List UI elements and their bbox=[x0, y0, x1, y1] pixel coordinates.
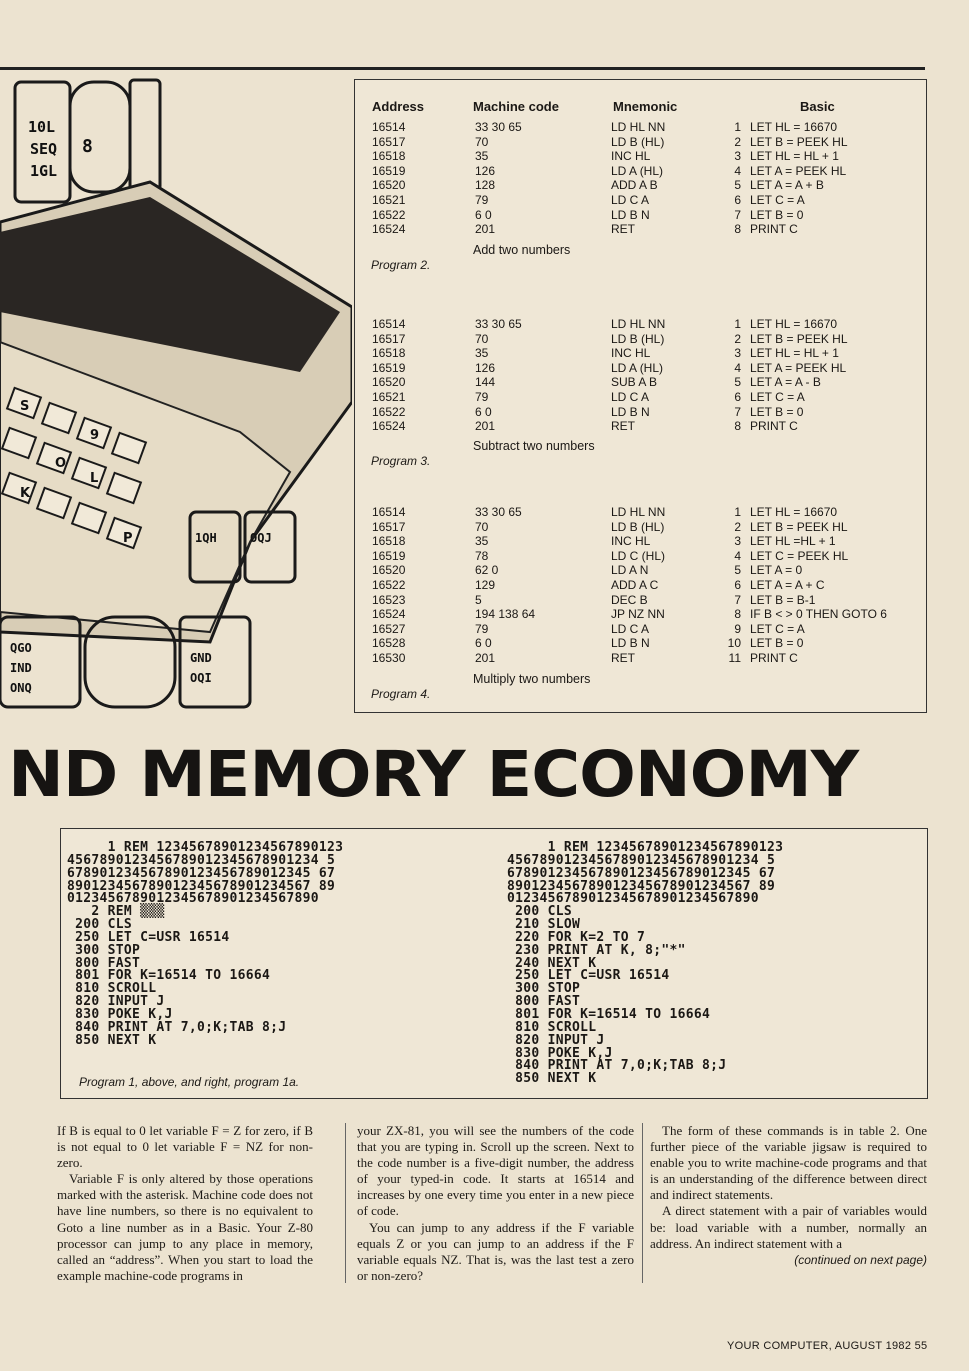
basic-cell: LET HL =HL + 1 bbox=[750, 534, 836, 549]
table-row bbox=[355, 636, 926, 651]
mnemonic-cell: LD B N bbox=[611, 207, 650, 222]
address-cell: 16527 bbox=[372, 621, 406, 636]
basic-line-number: 5 bbox=[734, 375, 741, 390]
basic-cell: LET HL = 16670 bbox=[750, 120, 838, 134]
address-cell: 16519 bbox=[372, 548, 406, 563]
basic-line-number: 1 bbox=[734, 120, 741, 134]
basic-line-number: 2 bbox=[734, 134, 741, 149]
basic-cell: LET HL = HL + 1 bbox=[750, 149, 839, 164]
machine-code-cell: 70 bbox=[475, 519, 489, 534]
paragraph: The form of these commands is in table 2. One further piece of the variable jigsaw is required to enable you to write machine-code programs and that is an understanding of the difference between direct and indirect statements. bbox=[650, 1123, 927, 1203]
machine-code-cell: 144 bbox=[475, 375, 496, 390]
address-cell: 16517 bbox=[372, 331, 406, 346]
table-row bbox=[355, 578, 926, 593]
mnemonic-cell: LD C A bbox=[611, 390, 650, 404]
basic-line-number: 1 bbox=[734, 505, 741, 519]
basic-line-number: 2 bbox=[734, 331, 741, 346]
address-cell: 16522 bbox=[372, 404, 406, 419]
machine-code-cell: 33 30 65 bbox=[475, 120, 522, 134]
table-row bbox=[355, 346, 926, 361]
mnemonic-cell: RET bbox=[611, 222, 635, 237]
header-mnemonic: Mnemonic bbox=[613, 99, 678, 114]
mnemonic-cell: LD C (HL) bbox=[611, 548, 666, 563]
table-row bbox=[355, 120, 926, 135]
address-cell: 16514 bbox=[372, 120, 406, 134]
machine-code-cell: 35 bbox=[475, 346, 489, 361]
table-row bbox=[355, 375, 926, 390]
body-column-3 bbox=[650, 1123, 927, 1268]
program-4-caption: Multiply two numbers bbox=[473, 672, 591, 686]
basic-cell: LET A = A + C bbox=[750, 578, 825, 592]
machine-code-cell: 33 30 65 bbox=[475, 317, 522, 331]
basic-cell: LET A = 0 bbox=[750, 563, 803, 578]
basic-cell: LET A = PEEK HL bbox=[750, 163, 847, 178]
program-3-label: Program 3. bbox=[371, 454, 431, 468]
svg-text:ONQ: ONQ bbox=[10, 681, 32, 695]
address-cell: 16518 bbox=[372, 534, 406, 549]
basic-cell: LET B = 0 bbox=[750, 404, 804, 419]
svg-text:9: 9 bbox=[90, 428, 100, 443]
basic-line-number: 7 bbox=[734, 207, 741, 222]
basic-cell: LET C = A bbox=[750, 193, 805, 207]
basic-line-number: 3 bbox=[734, 346, 741, 361]
program-table-box bbox=[354, 79, 927, 713]
basic-line-number: 6 bbox=[734, 193, 741, 207]
table-row bbox=[355, 549, 926, 564]
machine-code-cell: 201 bbox=[475, 222, 496, 237]
mnemonic-cell: LD HL NN bbox=[611, 317, 666, 331]
basic-cell: LET B = 0 bbox=[750, 207, 804, 222]
basic-cell: LET C = PEEK HL bbox=[750, 548, 849, 563]
basic-line-number: 5 bbox=[734, 563, 741, 578]
machine-code-cell: 79 bbox=[475, 390, 489, 404]
basic-cell: IF B < > 0 THEN GOTO 6 bbox=[750, 607, 887, 622]
table-row bbox=[355, 563, 926, 578]
basic-line-number: 9 bbox=[734, 621, 741, 636]
address-cell: 16519 bbox=[372, 163, 406, 178]
mnemonic-cell: LD B (HL) bbox=[611, 134, 665, 149]
address-cell: 16520 bbox=[372, 563, 406, 578]
basic-line-number: 7 bbox=[734, 404, 741, 419]
mnemonic-cell: SUB A B bbox=[611, 375, 658, 390]
mnemonic-cell: INC HL bbox=[611, 149, 651, 164]
address-cell: 16521 bbox=[372, 193, 406, 207]
mnemonic-cell: INC HL bbox=[611, 346, 651, 361]
svg-text:QGO: QGO bbox=[10, 641, 32, 655]
svg-text:OQJ: OQJ bbox=[250, 531, 272, 545]
address-cell: 16528 bbox=[372, 636, 406, 651]
basic-cell: PRINT C bbox=[750, 419, 798, 434]
basic-line-number: 6 bbox=[734, 578, 741, 592]
basic-line-number: 8 bbox=[734, 419, 741, 434]
program-2-caption: Add two numbers bbox=[473, 243, 571, 257]
table-row bbox=[355, 419, 926, 434]
table-row bbox=[355, 164, 926, 179]
mnemonic-cell: LD HL NN bbox=[611, 120, 666, 134]
table-row bbox=[355, 622, 926, 637]
svg-text:GND: GND bbox=[190, 651, 212, 665]
mnemonic-cell: RET bbox=[611, 651, 635, 665]
mnemonic-cell: LD A N bbox=[611, 563, 649, 578]
mnemonic-cell: LD B N bbox=[611, 404, 650, 419]
address-cell: 16517 bbox=[372, 134, 406, 149]
header-address: Address bbox=[372, 99, 425, 114]
table-row bbox=[355, 534, 926, 549]
table-row bbox=[355, 607, 926, 622]
paragraph: Variable F is only altered by those operations marked with the asterisk. Machine code does not have line numbers, so there is no equivalent to Goto a line number as in a Basic. Your Z-80 processor can jump to any place in memory, called an “address”. When you start to load the example machine-code programs in bbox=[57, 1171, 313, 1283]
basic-cell: LET HL = HL + 1 bbox=[750, 346, 839, 361]
basic-cell: LET B = PEEK HL bbox=[750, 519, 848, 534]
svg-text:10L: 10L bbox=[28, 118, 56, 136]
basic-line-number: 4 bbox=[734, 548, 741, 563]
continued-note: (continued on next page) bbox=[794, 1252, 927, 1267]
machine-code-cell: 33 30 65 bbox=[475, 505, 522, 519]
table-row bbox=[355, 651, 926, 666]
basic-cell: PRINT C bbox=[750, 651, 798, 665]
table-row bbox=[355, 361, 926, 376]
address-cell: 16514 bbox=[372, 317, 406, 331]
table-row bbox=[355, 390, 926, 405]
machine-code-cell: 126 bbox=[475, 163, 496, 178]
listing-box bbox=[60, 828, 928, 1099]
address-cell: 16524 bbox=[372, 222, 406, 237]
svg-text:SEQ: SEQ bbox=[30, 140, 58, 158]
basic-cell: LET B = 0 bbox=[750, 636, 804, 651]
basic-cell: LET A = A + B bbox=[750, 178, 824, 193]
program-2-label: Program 2. bbox=[371, 258, 431, 272]
basic-line-number: 5 bbox=[734, 178, 741, 193]
basic-line-number: 6 bbox=[734, 390, 741, 404]
table-row bbox=[355, 505, 926, 520]
table-row bbox=[355, 149, 926, 164]
table-row bbox=[355, 193, 926, 208]
machine-code-cell: 79 bbox=[475, 621, 489, 636]
svg-text:IND: IND bbox=[10, 661, 32, 675]
header-basic: Basic bbox=[800, 99, 835, 114]
mnemonic-cell: LD HL NN bbox=[611, 505, 666, 519]
basic-cell: LET C = A bbox=[750, 390, 805, 404]
basic-cell: LET HL = 16670 bbox=[750, 317, 838, 331]
mnemonic-cell: LD B (HL) bbox=[611, 519, 665, 534]
address-cell: 16519 bbox=[372, 360, 406, 375]
address-cell: 16522 bbox=[372, 578, 406, 592]
basic-line-number: 2 bbox=[734, 519, 741, 534]
paragraph: your ZX-81, you will see the numbers of the code that you are typing in. Scroll up the screen. Next to the code number is a five-digit number, the address of your typed-in code. It starts at 16514 and increases by one every time you enter in a new piece of code. bbox=[357, 1123, 634, 1219]
mnemonic-cell: JP NZ NN bbox=[611, 607, 665, 622]
basic-cell: LET A = A - B bbox=[750, 375, 821, 390]
basic-line-number: 8 bbox=[734, 222, 741, 237]
table-row bbox=[355, 593, 926, 608]
address-cell: 16524 bbox=[372, 607, 406, 622]
svg-text:8: 8 bbox=[82, 136, 93, 157]
mnemonic-cell: LD B N bbox=[611, 636, 650, 651]
machine-code-cell: 78 bbox=[475, 548, 489, 563]
machine-code-cell: 35 bbox=[475, 534, 489, 549]
table-row bbox=[355, 178, 926, 193]
machine-code-cell: 62 0 bbox=[475, 563, 499, 578]
machine-code-cell: 5 bbox=[475, 592, 482, 607]
machine-code-cell: 35 bbox=[475, 149, 489, 164]
address-cell: 16514 bbox=[372, 505, 406, 519]
table-row bbox=[355, 332, 926, 347]
program-4-label: Program 4. bbox=[371, 687, 431, 701]
machine-code-cell: 126 bbox=[475, 360, 496, 375]
svg-text:1QH: 1QH bbox=[195, 531, 217, 545]
address-cell: 16518 bbox=[372, 149, 406, 164]
machine-code-cell: 201 bbox=[475, 651, 496, 665]
basic-line-number: 1 bbox=[734, 317, 741, 331]
mnemonic-cell: RET bbox=[611, 419, 635, 434]
machine-code-cell: 6 0 bbox=[475, 207, 492, 222]
program-1-listing: 1 REM 12345678901234567890123 4567890123456789012345678901234 5 678901234567890123456789012345 67 890123456789012345678901234567 89 0123456789012345678901234567890 2 REM ▒▒▒ 200 CLS 250 LET C=USR 16514 300 STOP 800 FAST 801 FOR K=16514 TO 16664 810 SCROLL 820 INPUT J 830 POKE K,J 840 PRINT AT 7,0;K;TAB 8;J 850 NEXT K bbox=[67, 840, 344, 1048]
basic-cell: LET B = PEEK HL bbox=[750, 134, 848, 149]
table-row bbox=[355, 520, 926, 535]
table-row bbox=[355, 405, 926, 420]
svg-text:1GL: 1GL bbox=[30, 162, 58, 180]
svg-text:K: K bbox=[20, 486, 31, 501]
address-cell: 16530 bbox=[372, 651, 406, 665]
address-cell: 16520 bbox=[372, 375, 406, 390]
machine-code-cell: 6 0 bbox=[475, 636, 492, 651]
mnemonic-cell: DEC B bbox=[611, 592, 648, 607]
machine-code-cell: 194 138 64 bbox=[475, 607, 536, 622]
table-row bbox=[355, 135, 926, 150]
basic-cell: LET C = A bbox=[750, 621, 805, 636]
basic-cell: LET HL = 16670 bbox=[750, 505, 838, 519]
mnemonic-cell: LD C A bbox=[611, 193, 650, 207]
basic-cell: LET B = PEEK HL bbox=[750, 331, 848, 346]
svg-text:OQI: OQI bbox=[190, 671, 212, 685]
mnemonic-cell: LD C A bbox=[611, 621, 650, 636]
body-column-2 bbox=[357, 1123, 634, 1284]
basic-line-number: 4 bbox=[734, 360, 741, 375]
table-row bbox=[355, 317, 926, 332]
mnemonic-cell: LD A (HL) bbox=[611, 163, 664, 178]
address-cell: 16517 bbox=[372, 519, 406, 534]
basic-line-number: 3 bbox=[734, 149, 741, 164]
address-cell: 16523 bbox=[372, 592, 406, 607]
column-divider bbox=[345, 1123, 346, 1283]
machine-code-cell: 129 bbox=[475, 578, 496, 592]
column-divider bbox=[642, 1123, 643, 1283]
mnemonic-cell: ADD A B bbox=[611, 178, 658, 193]
header-machine-code: Machine code bbox=[473, 99, 559, 114]
basic-cell: PRINT C bbox=[750, 222, 798, 237]
program-1a-listing: 1 REM 12345678901234567890123 4567890123456789012345678901234 5 678901234567890123456789012345 67 890123456789012345678901234567 89 0123456789012345678901234567890 200 CLS 210 SLOW 220 FOR K=2 TO 7 230 PRINT AT K, 8;"*" 240 NEXT K 250 LET C=USR 16514 300 STOP 800 FAST 801 FOR K=16514 TO 16664 810 SCROLL 820 INPUT J 830 POKE K,J 840 PRINT AT 7,0;K;TAB 8;J 850 NEXT K bbox=[507, 840, 784, 1087]
page-footer: YOUR COMPUTER, AUGUST 1982 55 bbox=[727, 1340, 928, 1352]
table-row bbox=[355, 222, 926, 237]
headline: ND MEMORY ECONOMY bbox=[8, 738, 859, 811]
top-rule bbox=[0, 67, 925, 70]
svg-text:L: L bbox=[90, 471, 99, 486]
listing-caption: Program 1, above, and right, program 1a. bbox=[79, 1075, 300, 1089]
mnemonic-cell: ADD A C bbox=[611, 578, 659, 592]
basic-line-number: 7 bbox=[734, 592, 741, 607]
basic-line-number: 11 bbox=[728, 651, 741, 665]
svg-text:O: O bbox=[55, 456, 67, 471]
paragraph: A direct statement with a pair of variables would be: load variable with a number, normally an address. An indirect statement with a bbox=[650, 1203, 927, 1251]
table-row bbox=[355, 208, 926, 223]
machine-code-cell: 6 0 bbox=[475, 404, 492, 419]
address-cell: 16520 bbox=[372, 178, 406, 193]
paragraph: If B is equal to 0 let variable F = Z for zero, if B is not equal to 0 let variable F = NZ for non-zero. bbox=[57, 1123, 313, 1171]
address-cell: 16518 bbox=[372, 346, 406, 361]
body-column-1 bbox=[57, 1123, 313, 1284]
paragraph: You can jump to any address if the F variable equals Z or you can jump to an address if the F variable equals NZ. That is, was the last test a zero or non-zero? bbox=[357, 1219, 634, 1283]
basic-line-number: 8 bbox=[734, 607, 741, 622]
address-cell: 16521 bbox=[372, 390, 406, 404]
program-3-caption: Subtract two numbers bbox=[473, 439, 595, 453]
machine-code-cell: 128 bbox=[475, 178, 496, 193]
machine-code-cell: 70 bbox=[475, 134, 489, 149]
mnemonic-cell: INC HL bbox=[611, 534, 651, 549]
basic-line-number: 4 bbox=[734, 163, 741, 178]
machine-code-cell: 70 bbox=[475, 331, 489, 346]
address-cell: 16522 bbox=[372, 207, 406, 222]
basic-line-number: 3 bbox=[734, 534, 741, 549]
svg-text:P: P bbox=[123, 531, 133, 546]
svg-text:S: S bbox=[20, 399, 30, 414]
mnemonic-cell: LD B (HL) bbox=[611, 331, 665, 346]
zx81-illustration bbox=[0, 72, 352, 712]
machine-code-cell: 201 bbox=[475, 419, 496, 434]
basic-line-number: 10 bbox=[727, 636, 741, 651]
mnemonic-cell: LD A (HL) bbox=[611, 360, 664, 375]
basic-cell: LET B = B-1 bbox=[750, 592, 816, 607]
machine-code-cell: 79 bbox=[475, 193, 489, 207]
basic-cell: LET A = PEEK HL bbox=[750, 360, 847, 375]
address-cell: 16524 bbox=[372, 419, 406, 434]
